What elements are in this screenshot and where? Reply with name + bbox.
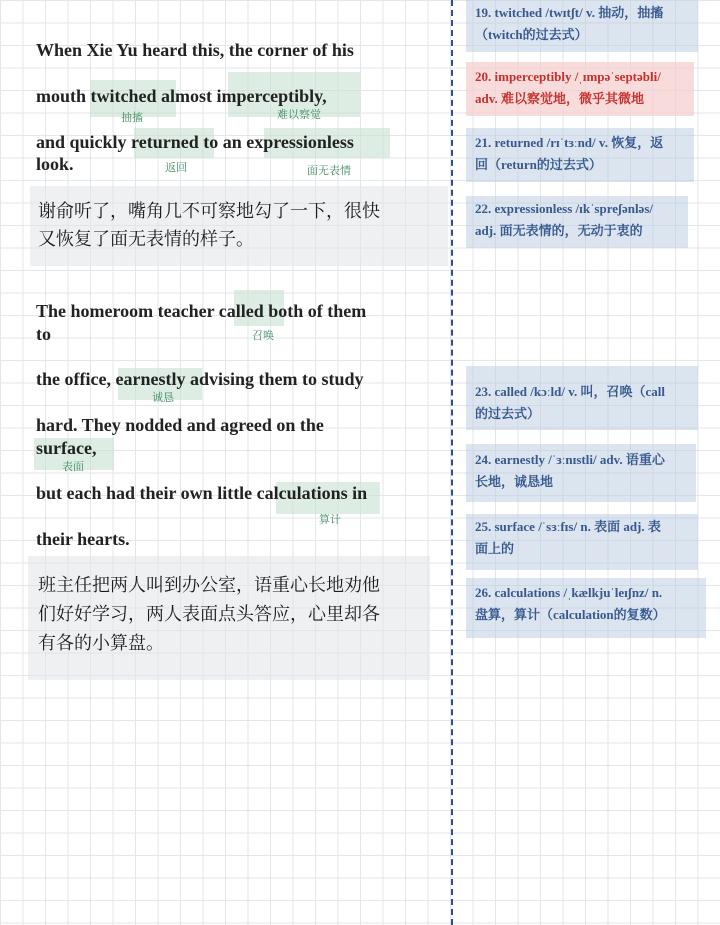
sentence-line: mouth twitched almost imperceptibly, — [36, 86, 327, 106]
translation-line: 班主任把两人叫到办公室，语重心长地劝他 — [38, 575, 380, 596]
translation-line: 又恢复了面无表情的样子。 — [38, 229, 254, 250]
gloss-surface: 表面 — [62, 460, 84, 473]
sentence-line: hard. They nodded and agreed on the — [36, 415, 324, 435]
sentence-line: the office, earnestly advising them to study — [36, 369, 364, 389]
gloss-calculations: 算计 — [319, 513, 341, 526]
vocab-entry-twitched: 19. twitched /twɪtʃt/ v. 抽动，抽搐 （twitch的过去式） — [475, 5, 664, 42]
sentence-line: to — [36, 324, 51, 344]
sentence-line: When Xie Yu heard this, the corner of his — [36, 40, 354, 60]
vocab-entry-surface: 25. surface /ˈsɜːfɪs/ n. 表面 adj. 表 面上的 — [475, 519, 661, 556]
translation-line: 们好好学习，两人表面点头答应，心里却各 — [38, 604, 380, 625]
vocab-entry-imperceptibly: 20. imperceptibly /ˌɪmpəˈseptəbli/ adv. 难以察觉地，微乎其微地 — [475, 69, 661, 106]
gloss-returned: 返回 — [165, 161, 187, 174]
vocab-entry-called: 23. called /kɔːld/ v. 叫，召唤（call 的过去式） — [475, 384, 665, 421]
vocab-entry-calculations: 26. calculations /ˌkælkjuˈleɪʃnz/ n. 盘算，算计（calculation的复数） — [475, 585, 666, 622]
gloss-called: 召唤 — [252, 329, 274, 342]
gloss-earnestly: 诚恳 — [152, 391, 174, 404]
sentence-line: surface, — [36, 438, 97, 458]
translation-line: 谢俞听了，嘴角几不可察地勾了一下，很快 — [38, 201, 380, 222]
sentence-line: and quickly returned to an expressionless — [36, 132, 354, 152]
translation-box — [30, 186, 448, 266]
sentence-line: look. — [36, 154, 74, 174]
sentence-line: their hearts. — [36, 529, 130, 549]
vocab-entry-earnestly: 24. earnestly /ˈɜːnɪstli/ adv. 语重心 长地，诚恳地 — [475, 452, 665, 489]
sentence-line: but each had their own little calculations in — [36, 483, 368, 503]
gloss-expressionless: 面无表情 — [307, 164, 351, 177]
gloss-imperceptibly: 难以察觉 — [277, 108, 321, 121]
translation-line: 有各的小算盘。 — [38, 633, 164, 654]
gloss-twitched: 抽搐 — [121, 111, 143, 124]
sentence-line: The homeroom teacher called both of them — [36, 301, 367, 321]
vocab-entry-returned: 21. returned /rɪˈtɜːnd/ v. 恢复，返 回（return的过去式） — [475, 135, 664, 172]
page-divider — [451, 0, 453, 925]
vocab-entry-expressionless: 22. expressionless /ɪkˈspreʃənləs/ adj. 面无表情的，无动于衷的 — [475, 201, 654, 238]
